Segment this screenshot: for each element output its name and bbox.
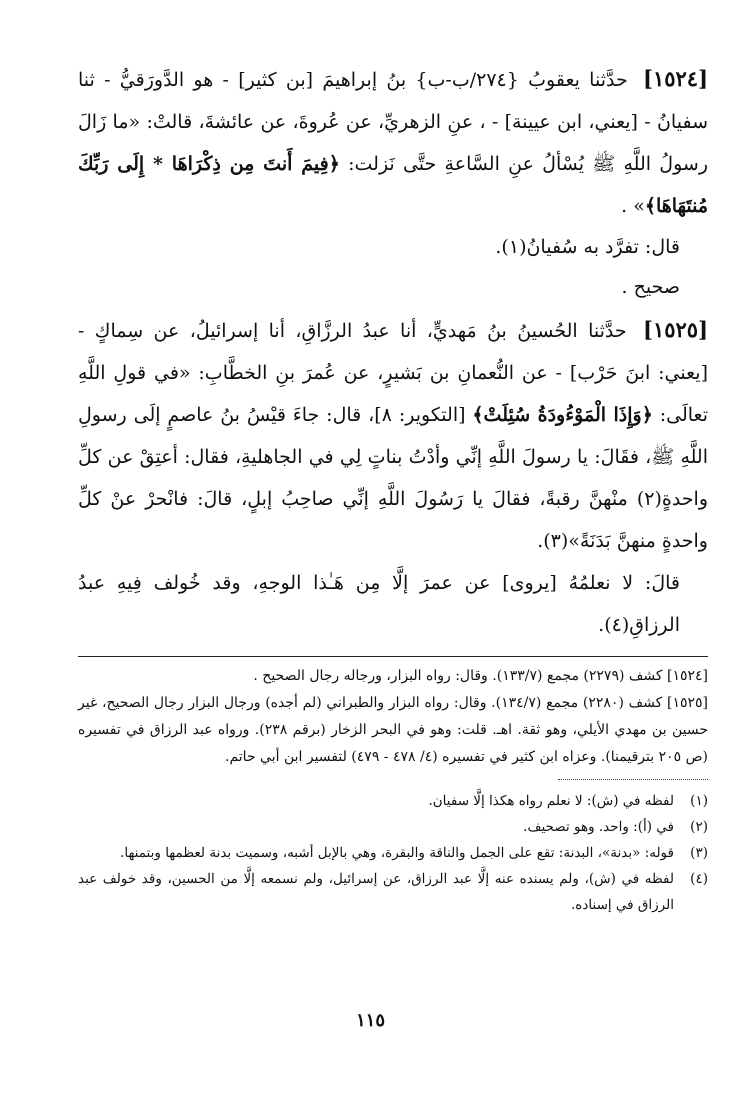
- footnote: [78, 788, 708, 814]
- hadith-grade: صحيح .: [621, 276, 680, 298]
- source-notes: [78, 663, 708, 771]
- page-content: [78, 58, 708, 1048]
- footnote-number: (٣): [690, 845, 708, 861]
- footnote-text: قوله: «بدنة»، البدنة: تقع على الجمل والناقة والبقرة، وهي بالإبل أشبه، وسميت بدنة لعظمها وبتمنها.: [120, 845, 674, 861]
- hadith-body: [78, 58, 708, 646]
- hadith-text: حدَّثنا يعقوبُ {٢٧٤/ب-ب} بنُ إبراهيمَ [بن كثير] - هو الدَّورَقيُّ - ثنا سفيانُ - [يعني، ابن عيينة] - ، عنِ الزهريِّ، عن عُروةَ، عن عائشةَ، قالتْ: «ما زَالَ رسولُ اللَّهِ ﷺ يُسْألُ عنِ السَّاعةِ حتَّى نَزلت:: [78, 69, 708, 175]
- dotted-separator: [558, 779, 708, 780]
- footnote: [78, 814, 708, 840]
- hadith-number: [١٥٢٤]: [643, 66, 709, 91]
- footnote-number: (٢): [690, 819, 708, 835]
- footnotes: [78, 788, 708, 918]
- hadith-text: حدَّثنا الحُسينُ بنُ مَهديٍّ، أنا عبدُ الرزَّاقِ، أنا إسرائيلُ، عن سِماكٍ - [يعني: ابنَ حَرْب] - عن النُّعمانِ بن بَشيرٍ، عن عُمرَ بنِ الخطَّابِ: «في قولِ اللَّهِ تعالَى:: [78, 320, 708, 426]
- hadith-number: [١٥٢٥]: [643, 317, 708, 342]
- hadith-text-end: [التكوير: ٨]، قال: جاءَ قيْسُ بنُ عاصمٍ إلَى رسولِ اللَّهِ ﷺ، فقَالَ: يا رسولَ اللَّهِ إنِّي وأدْتُ بناتٍ لِي في الجاهليةِ، فقال: أعتِقْ عن كلِّ واحدةٍ(٢) منْهنَّ رقبةً، فقالَ يا رَسُولَ اللَّهِ إنِّي صاحِبُ إبلٍ، قالَ: فانْحرْ عنْ كلِّ واحدةٍ منهنَّ بَدَنَةً»(٣).: [78, 404, 708, 552]
- footnote-text: لفظه في (ش)، ولم يسنده عنه إلَّا عبد الرزاق، عن إسرائيل، ولم نسمعه إلَّا من الحسين، وقد خولف عبد الرزاق في إسناده.: [78, 871, 674, 913]
- separator-line: [78, 656, 708, 657]
- footnote: [78, 866, 708, 918]
- hadith-1524: [78, 58, 708, 227]
- footnote-text: في (أ): واحد. وهو تصحيف.: [523, 819, 674, 835]
- quran-quote: ﴿وَإِذَا الْمَوْءُودَةُ سُئِلَتْ﴾: [472, 404, 653, 426]
- source-note: [١٥٢٥] كشف (٢٢٨٠) مجمع (١٣٤/٧). وقال: رواه البزار والطبراني (لم أجده) ورجال البزار رجال الصحيح، غير حسين بن مهدي الأيلي، وهو ثقة. اهـ. قلت: وهو في البحر الزخار (برقم ٢٣٨). ورواه عبد الرزاق في تفسيره (ص ٢٠٥ بترقيمنا). وعزاه ابن كثير في تفسيره (٤/ ٤٧٨ - ٤٧٩) لتفسير ابن أبي حاتم.: [78, 695, 708, 765]
- footnote: [78, 840, 708, 866]
- hadith-text-end: » .: [621, 195, 645, 217]
- quran-quote: ﴿فِيمَ أَنتَ مِن ذِكْرَاهَا * إِلَى رَبِّكَ مُنتَهَاهَا﴾: [78, 153, 708, 217]
- hadith-remark: قالَ: لا نعلمُهُ [يروى] عن عمرَ إلَّا مِن هَـٰذا الوجهِ، وقد خُولف فِيهِ عبدُ الرزاقِ(٤).: [78, 572, 680, 636]
- hadith-1525: [78, 309, 708, 562]
- page-number: ١١٥: [355, 1010, 385, 1031]
- hadith-remark: قال: تفرَّد به سُفيانُ(١).: [495, 236, 680, 258]
- footnote-number: (١): [690, 793, 708, 809]
- footnote-text: لفظه في (ش): لا نعلم رواه هكذا إلَّا سفيان.: [428, 793, 674, 809]
- footnote-number: (٤): [690, 871, 708, 887]
- source-note: [١٥٢٤] كشف (٢٢٧٩) مجمع (١٣٣/٧). وقال: رواه البزار، ورجاله رجال الصحيح .: [253, 668, 708, 684]
